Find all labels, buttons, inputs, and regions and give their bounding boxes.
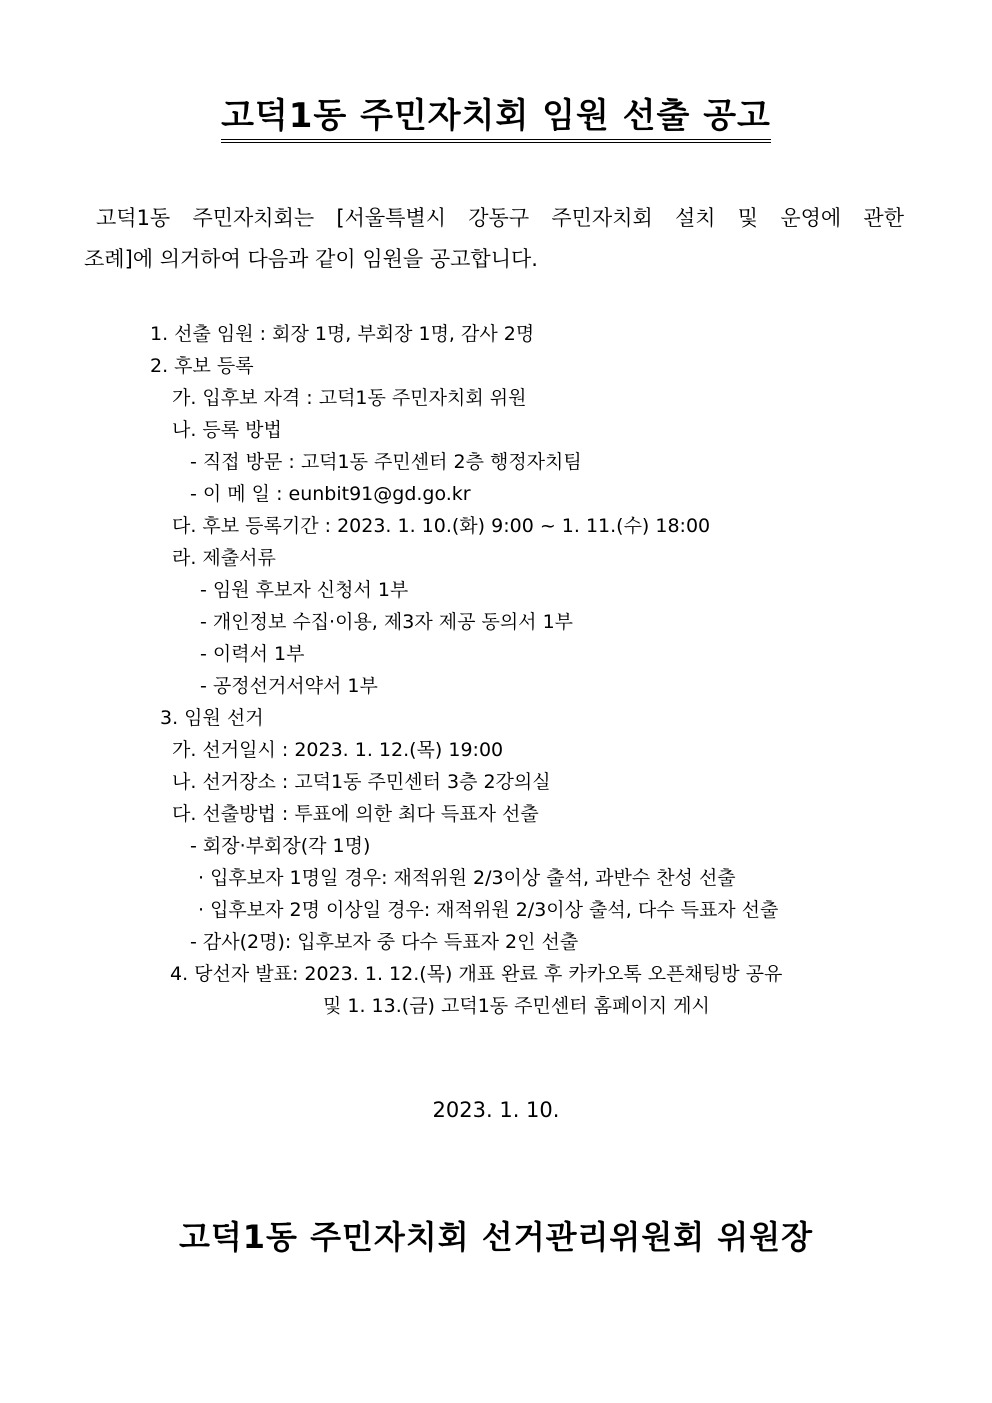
- item-chair-vicechair: - 회장·부회장(각 1명): [190, 835, 371, 857]
- item-doc-pledge: - 공정선거서약서 1부: [200, 675, 378, 697]
- notice-title-text: 고덕1동 주민자치회 임원 선출 공고: [221, 88, 771, 143]
- item-election: 3. 임원 선거: [160, 707, 264, 729]
- intro-line-1: 고덕1동 주민자치회는 [서울특별시 강동구 주민자치회 설치 및 운영에 관한: [96, 206, 904, 230]
- item-doc-application: - 임원 후보자 신청서 1부: [200, 579, 409, 601]
- item-doc-consent: - 개인정보 수집·이용, 제3자 제공 동의서 1부: [200, 611, 574, 633]
- item-candidate-registration: 2. 후보 등록: [150, 355, 254, 377]
- item-announcement: 4. 당선자 발표: 2023. 1. 12.(목) 개표 완료 후 카카오톡 오픈채팅방 공유: [170, 963, 783, 985]
- item-elected-officers: 1. 선출 임원 : 회장 1명, 부회장 1명, 감사 2명: [150, 323, 535, 345]
- item-election-method: 다. 선출방법 : 투표에 의한 최다 득표자 선출: [172, 803, 539, 825]
- intro-line-2: 조례]에 의거하여 다음과 같이 임원을 공고합니다.: [84, 247, 538, 271]
- item-single-candidate: · 입후보자 1명일 경우: 재적위원 2/3이상 출석, 과반수 찬성 선출: [198, 867, 736, 889]
- item-election-place: 나. 선거장소 : 고덕1동 주민센터 3층 2강의실: [172, 771, 551, 793]
- item-election-datetime: 가. 선거일시 : 2023. 1. 12.(목) 19:00: [172, 739, 504, 761]
- item-multiple-candidates: · 입후보자 2명 이상일 경우: 재적위원 2/3이상 출석, 다수 득표자 선출: [198, 899, 779, 921]
- item-eligibility: 가. 입후보 자격 : 고덕1동 주민자치회 위원: [172, 387, 527, 409]
- item-registration-period: 다. 후보 등록기간 : 2023. 1. 10.(화) 9:00 ~ 1. 11.(수) 18:00: [172, 515, 711, 537]
- notice-title: [0, 88, 992, 143]
- item-doc-resume: - 이력서 1부: [200, 643, 305, 665]
- item-registration-method: 나. 등록 방법: [172, 419, 282, 441]
- item-announcement-cont: 및 1. 13.(금) 고덕1동 주민센터 홈페이지 게시: [323, 995, 710, 1017]
- item-email: - 이 메 일 : eunbit91@gd.go.kr: [190, 483, 471, 505]
- signature-line: 고덕1동 주민자치회 선거관리위원회 위원장: [178, 1218, 814, 1256]
- item-documents: 라. 제출서류: [172, 547, 276, 569]
- notice-date: 2023. 1. 10.: [432, 1098, 560, 1122]
- item-visit: - 직접 방문 : 고덕1동 주민센터 2층 행정자치팀: [190, 451, 582, 473]
- intro-paragraph: [84, 198, 904, 280]
- item-auditor: - 감사(2명): 입후보자 중 다수 득표자 2인 선출: [190, 931, 579, 953]
